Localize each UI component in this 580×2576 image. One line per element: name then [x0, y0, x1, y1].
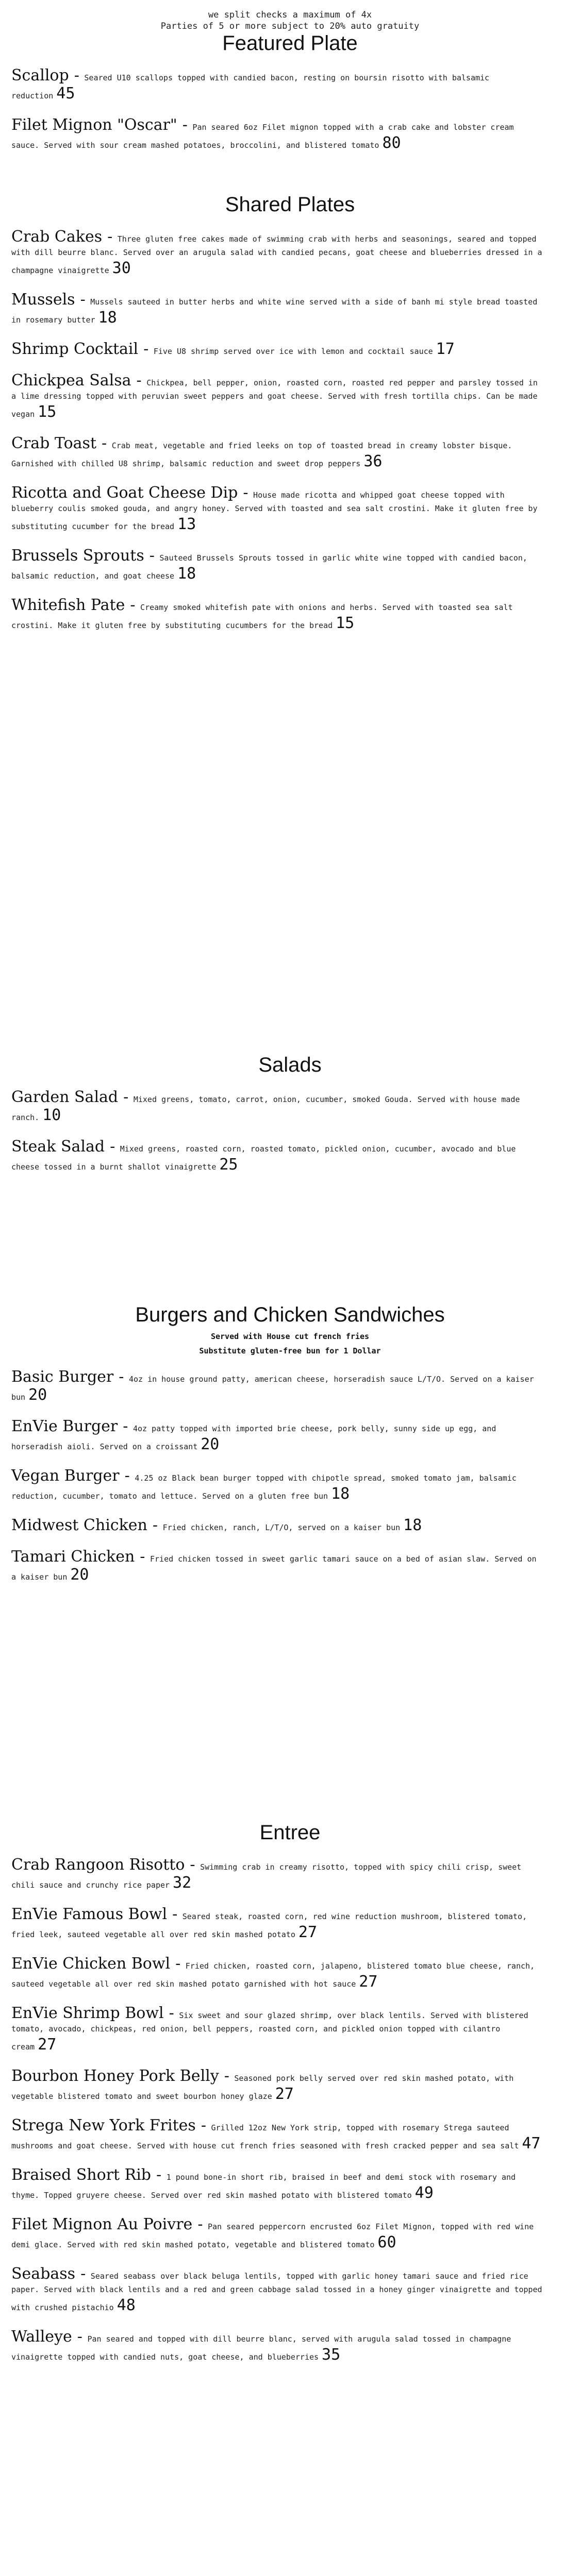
item-dash: - [197, 2215, 208, 2233]
item-description: Pan seared peppercorn encrusted 6oz Filet Mignon, topped with red wine demi glace. Served with red skin mashed potato, vegetable and blistered tomato [11, 2222, 534, 2249]
item-description: Seared steak, roasted corn, red wine reduction mushroom, blistered tomato, fried leek, sauteed vegetable all over red skin mashed potato [11, 1912, 527, 1939]
section-title: Entree [259, 1821, 321, 1844]
menu-item [11, 228, 544, 291]
menu-item [11, 66, 544, 116]
item-name: Midwest Chicken [11, 1516, 147, 1534]
item-price: 20 [70, 1566, 89, 1584]
item-name: Ricotta and Goat Cheese Dip [11, 484, 238, 502]
item-description: Creamy smoked whitefish pate with onions and herbs. Served with toasted sea salt crostini. Make it gluten free by substituting cucumbers for the bread [11, 603, 513, 630]
menu-section [0, 1821, 580, 2377]
menu-item [11, 1368, 544, 1417]
item-name: Garden Salad [11, 1088, 119, 1106]
item-dash: - [102, 434, 112, 452]
menu-item [11, 1467, 544, 1516]
menu-item [11, 340, 544, 371]
item-name: Strega New York Frites [11, 2116, 196, 2134]
item-name: EnVie Chicken Bowl [11, 1955, 171, 1973]
item-price: 27 [38, 2036, 57, 2054]
item-dash: - [119, 1368, 129, 1386]
item-description: Chickpea, bell pepper, onion, roasted corn, roasted red pepper and parsley tossed in a lime dressing topped with peruvian sweet peppers and goat cheese. Served with fresh tortilla chips. Can be made vegan [11, 378, 538, 419]
notice-gratuity: Parties of 5 or more subject to 20% auto gratuity [160, 21, 420, 31]
item-description: Fried chicken, roasted corn, jalapeno, blistered tomato blue cheese, ranch, sauteed vegetable all over red skin mashed potato garnished with hot sauce [11, 1961, 535, 1989]
menu-section [0, 193, 580, 646]
item-description: Seasoned pork belly served over red skin mashed potato, with vegetable blistered tomato and sweet bourbon honey glaze [11, 2074, 514, 2101]
item-dash: - [136, 371, 147, 389]
item-dash: - [110, 1138, 120, 1156]
item-name: Steak Salad [11, 1138, 105, 1156]
item-dash: - [152, 1516, 163, 1534]
menu-item [11, 1516, 544, 1548]
menu-item [11, 2004, 544, 2067]
menu-item [11, 1905, 544, 1955]
item-description: 1 pound bone-in short rib, braised in beef and demi stock with rosemary and thyme. Topped gruyere cheese. Served over red skin mashed potato with blistered tomato [11, 2173, 516, 2200]
item-dash: - [243, 484, 254, 502]
item-description: Fried chicken tossed in sweet garlic tamari sauce on a bed of asian slaw. Served on a kaiser bun [11, 1554, 537, 1582]
item-name: EnVie Burger [11, 1417, 118, 1435]
item-name: Braised Short Rib [11, 2166, 152, 2184]
item-price: 15 [38, 403, 57, 421]
item-name: Basic Burger [11, 1368, 114, 1386]
item-price: 20 [28, 1386, 47, 1404]
item-description: Three gluten free cakes made of swimming crab with herbs and seasonings, seared and topped with dill beurre blanc. Served over an arugula salad with candied pecans, goat cheese and blueberries dressed in a champagne vinaigrette [11, 234, 542, 275]
menu-item [11, 484, 544, 547]
menu-item [11, 1856, 544, 1905]
menu-item [11, 596, 544, 646]
item-name: Seabass [11, 2265, 76, 2283]
section-subtitle: Substitute gluten-free bun for 1 Dollar [199, 1346, 381, 1355]
item-name: EnVie Famous Bowl [11, 1905, 168, 1923]
menu-section [0, 32, 580, 165]
item-price: 18 [403, 1516, 422, 1534]
item-description: Swimming crab in creamy risotto, topped with spicy chili crisp, sweet chili sauce and crunchy rice paper [11, 1862, 522, 1890]
item-description: 4.25 oz Black bean burger topped with chipotle spread, smoked tomato jam, balsamic reduction, cucumber, tomato and lettuce. Served on a gluten free bun [11, 1473, 517, 1501]
menu-item [11, 2116, 544, 2166]
menu-item [11, 2067, 544, 2116]
item-name: EnVie Shrimp Bowl [11, 2004, 164, 2022]
menu-item [11, 2265, 544, 2328]
menu-item [11, 547, 544, 596]
item-name: Crab Rangoon Risotto [11, 1856, 185, 1874]
item-dash: - [190, 1856, 201, 1874]
item-price: 18 [177, 565, 196, 583]
item-description: Seared seabass over black beluga lentils, topped with garlic honey tamari sauce and fried rice paper. Served with black lentils and a red and green cabbage salad tossed in a honey ginger vinaigrette and topped with crushed pistachio [11, 2272, 542, 2312]
item-price: 27 [359, 1973, 378, 1991]
item-description: Five U8 shrimp served over ice with lemon and cocktail sauce [153, 347, 433, 356]
menu-section [0, 1054, 580, 1187]
item-name: Walleye [11, 2328, 72, 2346]
section-subtitle: Served with House cut french fries [210, 1332, 370, 1341]
menu-item [11, 291, 544, 340]
item-name: Brussels Sprouts [11, 547, 144, 565]
menu-item [11, 2328, 544, 2377]
item-dash: - [107, 228, 118, 246]
item-description: 4oz in house ground patty, american cheese, horseradish sauce L/T/O. Served on a kaiser bun [11, 1375, 534, 1402]
item-price: 15 [336, 614, 355, 632]
item-price: 27 [298, 1923, 318, 1941]
item-dash: - [80, 291, 91, 309]
item-price: 30 [112, 259, 131, 277]
item-price: 60 [377, 2233, 396, 2251]
item-dash: - [77, 2328, 88, 2346]
item-price: 18 [98, 309, 117, 327]
item-name: Bourbon Honey Pork Belly [11, 2067, 219, 2085]
item-dash: - [149, 547, 160, 565]
menu-item [11, 1088, 544, 1138]
item-price: 36 [363, 452, 383, 470]
item-description: Sauteed Brussels Sprouts tossed in garlic white wine topped with candied bacon, balsamic reduction, and goat cheese [11, 553, 527, 581]
notice-split-checks: we split checks a maximum of 4x [208, 10, 372, 20]
menu-item [11, 2166, 544, 2215]
section-title: Burgers and Chicken Sandwiches [135, 1303, 445, 1326]
menu-section [0, 1303, 580, 1597]
item-name: Shrimp Cocktail [11, 340, 139, 358]
item-price: 48 [117, 2296, 136, 2314]
item-description: Mussels sauteed in butter herbs and white wine served with a side of banh mi style bread toasted in rosemary butter [11, 297, 538, 325]
item-name: Mussels [11, 291, 75, 309]
item-name: Whitefish Pate [11, 596, 125, 614]
item-name: Tamari Chicken [11, 1548, 135, 1566]
item-price: 10 [42, 1106, 61, 1124]
item-price: 20 [201, 1435, 220, 1453]
item-name: Crab Toast [11, 434, 96, 452]
item-dash: - [169, 2004, 179, 2022]
item-dash: - [156, 2166, 167, 2184]
item-name: Vegan Burger [11, 1467, 120, 1485]
item-name: Crab Cakes [11, 228, 103, 246]
item-price: 25 [219, 1156, 238, 1174]
item-description: Crab meat, vegetable and fried leeks on top of toasted bread in creamy lobster bisque. Garnished with chilled U8 shrimp, balsamic reduction and sweet drop peppers [11, 441, 512, 468]
item-name: Filet Mignon "Oscar" [11, 116, 177, 134]
item-description: Fried chicken, ranch, L/T/O, served on a kaiser bun [162, 1523, 401, 1532]
item-dash: - [182, 116, 193, 134]
item-dash: - [175, 1955, 186, 1973]
item-description: Mixed greens, roasted corn, roasted tomato, pickled onion, cucumber, avocado and blue cheese tossed in a burnt shallot vinaigrette [11, 1144, 516, 1172]
menu-item [11, 116, 544, 165]
item-dash: - [123, 1088, 134, 1106]
item-dash: - [123, 1417, 133, 1435]
item-description: House made ricotta and whipped goat cheese topped with blueberry coulis smoked gouda, and angry honey. Served with toasted and sea salt crostini. Make it gluten free by substituting cucumber for the bread [11, 490, 538, 531]
menu-item [11, 2215, 544, 2265]
section-title: Salads [258, 1054, 322, 1076]
menu-item [11, 1417, 544, 1467]
item-description: Six sweet and sour glazed shrimp, over black lentils. Served with blistered tomato, avocado, chickpeas, red onion, bell peppers, roasted corn, and pickled onion topped with cilantro cream [11, 2011, 528, 2052]
item-dash: - [74, 66, 85, 84]
item-price: 32 [173, 1874, 192, 1892]
item-name: Filet Mignon Au Poivre [11, 2215, 193, 2233]
menu-item [11, 1138, 544, 1187]
item-price: 13 [177, 515, 196, 533]
item-price: 45 [56, 84, 75, 103]
item-description: Grilled 12oz New York strip, topped with rosemary Strega sauteed mushrooms and goat cheese. Served with house cut french fries seasoned with fresh cracked pepper and sea salt [11, 2123, 519, 2150]
menu-item [11, 1955, 544, 2004]
item-dash: - [80, 2265, 91, 2283]
item-name: Chickpea Salsa [11, 371, 131, 389]
item-description: Pan seared and topped with dill beurre blanc, served with arugula salad tossed in champagne vinaigrette topped with candied nuts, goat cheese, and blueberries [11, 2334, 511, 2362]
item-price: 47 [522, 2134, 541, 2153]
item-dash: - [172, 1905, 183, 1923]
item-price: 49 [415, 2184, 434, 2202]
item-price: 35 [322, 2346, 341, 2364]
item-description: 4oz patty topped with imported brie cheese, pork belly, sunny side up egg, and horseradish aioli. Served on a croissant [11, 1424, 496, 1451]
item-price: 17 [436, 340, 455, 358]
section-title: Shared Plates [225, 193, 355, 216]
item-price: 27 [275, 2085, 294, 2103]
top-notice [0, 9, 580, 32]
item-dash: - [201, 2116, 211, 2134]
item-dash: - [143, 340, 154, 358]
menu-item [11, 1548, 544, 1597]
item-price: 18 [331, 1485, 350, 1503]
item-name: Scallop [11, 66, 69, 84]
menu-item [11, 371, 544, 434]
item-description: Mixed greens, tomato, carrot, onion, cucumber, smoked Gouda. Served with house made ranch. [11, 1095, 520, 1122]
section-title: Featured Plate [222, 32, 358, 55]
item-dash: - [140, 1548, 150, 1566]
menu-item [11, 434, 544, 484]
item-description: Pan seared 6oz Filet mignon topped with a crab cake and lobster cream sauce. Served with sour cream mashed potatoes, broccolini, and blistered tomato [11, 123, 514, 150]
item-description: Seared U10 scallops topped with candied bacon, resting on boursin risotto with balsamic reduction [11, 73, 490, 100]
item-dash: - [130, 596, 141, 614]
item-dash: - [124, 1467, 135, 1485]
item-dash: - [224, 2067, 235, 2085]
item-price: 80 [382, 134, 401, 152]
